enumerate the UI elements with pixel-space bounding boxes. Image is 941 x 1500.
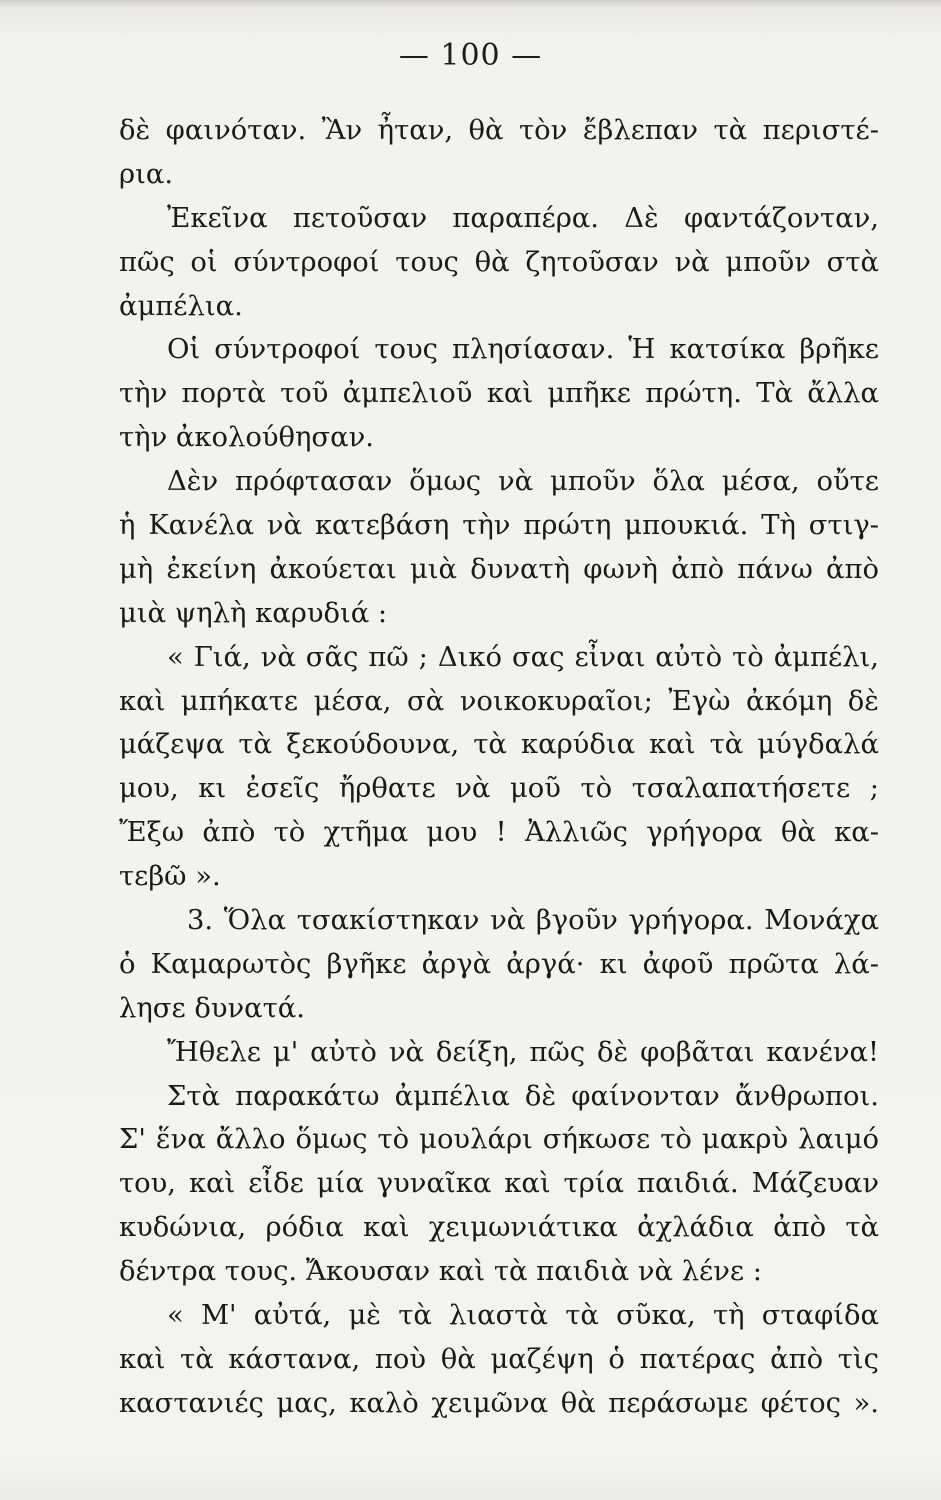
text-line: καὶ τὰ κάστανα, ποὺ θὰ μαζέψη ὁ πατέρας ἀπὸ τὶς: [119, 1343, 879, 1375]
page-top-edge: [0, 0, 941, 8]
text-line: Δὲν πρόφτασαν ὅμως νὰ μποῦν ὅλα μέσα, οὔτε: [167, 466, 879, 498]
text-line: μάζεψα τὰ ξεκούδουνα, τὰ καρύδια καὶ τὰ μύγδαλά: [119, 729, 879, 761]
text-line: καστανιές μας, καλὸ χειμῶνα θὰ περάσωμε φέτος ».: [119, 1387, 879, 1419]
text-line: δὲ φαινόταν. Ἂν ἦταν, θὰ τὸν ἔβλεπαν τὰ περιστέ-: [119, 115, 879, 146]
text-line: τὴν πορτὰ τοῦ ἀμπελιοῦ καὶ μπῆκε πρώτη. Τὰ ἄλλα: [119, 378, 879, 410]
text-line: καὶ μπήκατε μέσα, σὰ νοικοκυραῖοι; Ἐγὼ ἀκόμη δὲ: [119, 685, 879, 717]
text-line: του, καὶ εἶδε μία γυναῖκα καὶ τρία παιδιά. Μάζευαν: [119, 1168, 879, 1200]
text-line: κυδώνια, ρόδια καὶ χειμωνιάτικα ἀχλάδια ἀπὸ τὰ: [119, 1212, 879, 1244]
page-number: — 100 —: [398, 38, 543, 73]
body-text: [119, 109, 879, 1426]
text-line: Ἔξω ἀπὸ τὸ χτῆμα μου ! Ἀλλιῶς γρήγορα θὰ κα-: [119, 817, 879, 849]
text-line: πῶς οἱ σύντροφοί τους θὰ ζητοῦσαν νὰ μποῦν στὰ: [119, 246, 879, 278]
text-line: τὴν ἀκολούθησαν.: [119, 422, 374, 454]
text-line: Ἐκεῖνα πετοῦσαν παραπέρα. Δὲ φαντάζονταν,: [167, 202, 879, 234]
text-line: δέντρα τους. Ἄκουσαν καὶ τὰ παιδιὰ νὰ λένε :: [119, 1256, 763, 1288]
text-line: Σ' ἕνα ἄλλο ὅμως τὸ μουλάρι σήκωσε τὸ μακρὺ λαιμό: [119, 1124, 879, 1156]
text-line: λησε δυνατά.: [119, 992, 306, 1024]
text-line: μιὰ ψηλὴ καρυδιά :: [119, 597, 388, 629]
text-line: μὴ ἐκείνη ἀκούεται μιὰ δυνατὴ φωνὴ ἀπὸ πάνω ἀπὸ: [119, 553, 879, 585]
text-line: Στὰ παρακάτω ἀμπέλια δὲ φαίνονταν ἄνθρωποι.: [167, 1080, 879, 1112]
text-line: Οἱ σύντροφοί τους πλησίασαν. Ἡ κατσίκα βρῆκε: [167, 334, 879, 366]
text-line: « Μ' αὐτά, μὲ τὰ λιαστὰ τὰ σῦκα, τὴ σταφίδα: [167, 1300, 879, 1332]
text-line: ἀμπέλια.: [119, 290, 243, 322]
text-line: ἡ Κανέλα νὰ κατεβάση τὴν πρώτη μπουκιά. Τὴ στιγ-: [119, 510, 879, 542]
text-line: « Γιά, νὰ σᾶς πῶ ; Δικό σας εἶναι αὐτὸ τὸ ἀμπέλι,: [167, 641, 879, 673]
text-line: 3. Ὅλα τσακίστηκαν νὰ βγοῦν γρήγορα. Μονάχα: [187, 905, 879, 937]
text-line: τεβῶ ».: [119, 861, 221, 893]
text-line: μου, κι ἐσεῖς ἤρθατε νὰ μοῦ τὸ τσαλαπατήσετε ;: [119, 773, 879, 805]
text-line: ὁ Καμαρωτὸς βγῆκε ἀργὰ ἀργά· κι ἀφοῦ πρῶτα λά-: [119, 948, 879, 980]
text-line: Ἤθελε μ' αὐτὸ νὰ δείξη, πῶς δὲ φοβᾶται κανένα!: [167, 1036, 879, 1068]
text-line: ρια.: [119, 158, 174, 190]
